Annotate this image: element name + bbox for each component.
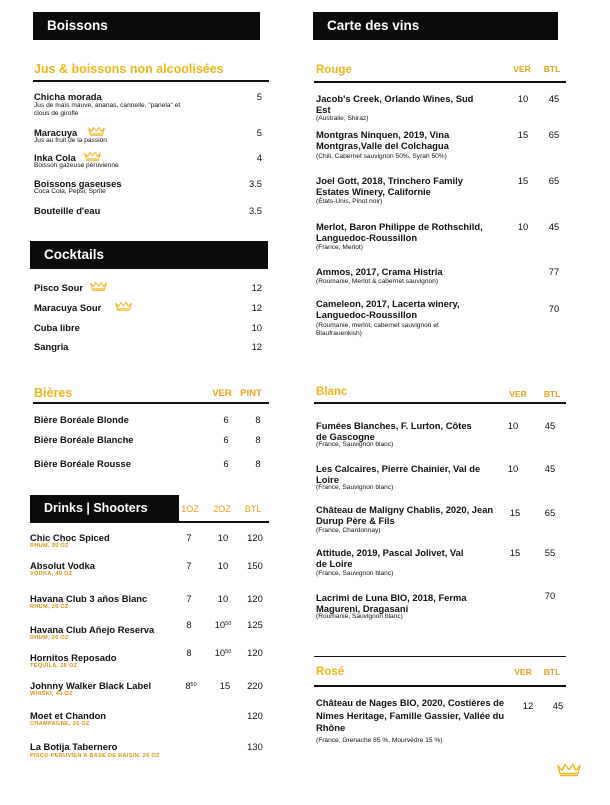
list-item-name: Château de Nages BIO, 2020, Costières de Nîmes Heritage, Famille Gassier, Vallée du Rhône [316, 697, 505, 733]
crown-icon [115, 301, 132, 311]
rouge-col-btl: BTL [543, 64, 561, 74]
table-row-sub: WHISKI, 40 OZ [30, 691, 73, 697]
table-row-1oz-sup: 50 [190, 682, 197, 688]
list-item-desc: Jus de maïs mauve, ananas, cannelle, "panela" et clous de girofle [34, 102, 181, 117]
list-item-name: Inka Cola [34, 152, 76, 163]
list-item-name: Bière Boréale Rousse [34, 458, 131, 469]
list-item-price: 5 [256, 127, 262, 138]
table-row-1oz: 8 [186, 619, 192, 630]
list-item-ver: 6 [223, 458, 229, 469]
list-item-desc: (France, Sauvignon blanc) [316, 441, 394, 448]
list-item-desc: Coca Cola, Pepsi, Sprite [34, 188, 106, 195]
table-row-name: Hornitos Reposado [30, 652, 117, 663]
shooters-rule [30, 521, 269, 523]
rose-rule [314, 685, 566, 687]
crown-icon [84, 151, 101, 161]
list-item-btl: 70 [548, 303, 560, 314]
table-row-2oz: 10 [217, 560, 229, 571]
list-item-pint: 8 [255, 458, 261, 469]
list-item-name: Merlot, Baron Philippe de Rothschild, Languedoc-Roussillon [316, 221, 483, 243]
table-row-sub: RHUM, 26 OZ [30, 604, 69, 610]
boissons-title: Boissons [47, 18, 108, 33]
rouge-rule [314, 81, 566, 83]
list-item-name: Chicha morada [34, 91, 102, 102]
list-item-name: Bière Boréale Blonde [34, 414, 129, 425]
list-item-name: Joel Gott, 2018, Trinchero Family Estates Winery, Californie [316, 175, 463, 197]
list-item-ver: 15 [517, 129, 529, 140]
list-item-name: Cuba libre [34, 322, 80, 333]
bieres-col-pint: PINT [240, 388, 262, 399]
list-item-btl: 65 [544, 507, 556, 518]
rose-col-ver: VER [514, 667, 532, 677]
table-row-btl: 120 [247, 532, 263, 543]
table-row-btl: 120 [247, 710, 263, 721]
list-item-desc: (France, Merlot) [316, 244, 363, 251]
table-row-sub: TEQUILA, 26 OZ [30, 663, 78, 669]
shooters-banner [30, 495, 179, 521]
table-row-2oz-value: 10 [214, 647, 226, 658]
table-row-2oz-sup: 50 [225, 621, 232, 627]
list-item-name: Ammos, 2017, Crama Histria [316, 266, 443, 277]
list-item-name: Sangria [34, 341, 69, 352]
boissons-banner [33, 12, 260, 40]
bieres-rule [33, 402, 269, 404]
list-item-btl: 45 [548, 221, 560, 232]
shooters-col-btl: BTL [244, 504, 262, 514]
table-row-2oz-sup: 50 [225, 649, 232, 655]
list-item-ver: 15 [509, 547, 521, 558]
table-row-2oz: 10 [217, 593, 229, 604]
list-item-price: 3.5 [248, 178, 262, 189]
table-row-name: Havana Club Añejo Reserva [30, 624, 155, 635]
table-row-2oz-value: 10 [214, 619, 226, 630]
list-item-price: 12 [251, 282, 262, 293]
list-item-btl: 45 [552, 700, 564, 711]
list-item-desc: (France, Sauvignon blanc) [316, 484, 394, 491]
list-item-desc: (France, Sauvignon blanc) [316, 570, 394, 577]
list-item-ver: 15 [517, 175, 529, 186]
table-row-sub: RHUM, 26 OZ [30, 635, 69, 641]
list-item-desc: Jus au fruit de la passion [34, 137, 107, 144]
list-item-pint: 8 [255, 434, 261, 445]
table-row-sub: PISCO PERUVIEN A BASE DE RAISIN, 26 OZ [30, 753, 160, 759]
list-item-name: Fumées Blanches, F. Lurton, Côtes de Gascogne [316, 420, 472, 442]
list-item-btl: 55 [544, 547, 556, 558]
list-item-name: Pisco Sour [34, 282, 83, 293]
list-item-ver: 10 [507, 420, 519, 431]
list-item-desc: (Roumanie, Sauvignon blanc) [316, 613, 403, 620]
shooters-col-1oz: 1OZ [181, 504, 199, 514]
list-item-pint: 8 [255, 414, 261, 425]
list-item-name: Attitude, 2019, Pascal Jolivet, Val de Loire [316, 547, 464, 569]
table-row-name: La Botija Tabernero [30, 741, 118, 752]
list-item-price: 5 [256, 91, 262, 102]
table-row-name: Absolut Vodka [30, 560, 95, 571]
table-row-2oz: 15 [219, 680, 231, 691]
cocktails-banner [30, 241, 268, 269]
blanc-heading: Blanc [316, 386, 348, 398]
table-row-2oz [208, 647, 238, 658]
list-item-btl: 45 [548, 93, 560, 104]
list-item-name: Boissons gaseuses [34, 178, 122, 189]
list-item-ver: 10 [517, 93, 529, 104]
table-row-name: Chic Choc Spiced [30, 532, 110, 543]
table-row-btl: 220 [247, 680, 263, 691]
table-row-name: Havana Club 3 años Blanc [30, 593, 148, 604]
table-row-btl: 150 [247, 560, 263, 571]
list-item-desc: (France, Chardonnay) [316, 527, 381, 534]
list-item-btl: 65 [548, 175, 560, 186]
list-item-price: 12 [251, 341, 262, 352]
list-item-name: Montgras Ninquen, 2019, Vina Montgras,Valle del Colchagua [316, 129, 450, 151]
list-item-ver: 6 [223, 414, 229, 425]
table-row-btl: 130 [247, 741, 263, 752]
rose-heading: Rosé [316, 666, 345, 678]
list-item-ver: 10 [507, 463, 519, 474]
list-item-btl: 45 [544, 463, 556, 474]
list-item-desc: (France, Grenache 85 %, Mourvèdre 15 %) [316, 737, 443, 744]
table-row-btl: 120 [247, 647, 263, 658]
list-item-ver: 15 [509, 507, 521, 518]
list-item-desc: (Roumanie, merlot, cabernet sauvignon et Blaufrauenkish) [316, 322, 439, 337]
table-row-sub: RHUM, 35 OZ [30, 543, 69, 549]
crown-icon [88, 126, 105, 136]
list-item-name: Château de Maligny Chablis, 2020, Jean Durup Père & Fils [316, 504, 494, 526]
list-item-desc: (États-Unis, Pinot noir) [316, 198, 383, 205]
shooters-col-2oz: 2OZ [213, 504, 231, 514]
list-item-name: Jacob's Creek, Orlando Wines, Sud Est [316, 93, 474, 115]
blanc-col-ver: VER [509, 389, 527, 399]
table-row-1oz: 7 [186, 532, 192, 543]
list-item-price: 3.5 [248, 205, 262, 216]
rose-col-btl: BTL [543, 667, 561, 677]
list-item-price: 4 [256, 152, 262, 163]
list-item-price: 12 [251, 302, 262, 313]
shooters-title: Drinks | Shooters [44, 501, 148, 515]
bieres-heading: Bières [34, 386, 73, 400]
list-item-name: Les Calcaires, Pierre Chainier, Val de Loire [316, 463, 481, 485]
blanc-rule [314, 402, 566, 404]
table-row-2oz: 10 [217, 532, 229, 543]
list-item-desc: (Roumanie, Merlot & cabernet sauvignon) [316, 278, 439, 285]
vins-title: Carte des vins [327, 18, 420, 33]
table-row-name: Moet et Chandon [30, 710, 107, 721]
crown-logo-icon [557, 762, 581, 777]
table-row-2oz [208, 619, 238, 630]
list-item-name: Maracuya [34, 127, 78, 138]
table-row-name: Johnny Walker Black Label [30, 680, 152, 691]
list-item-ver: 6 [223, 434, 229, 445]
list-item-name: Cameleon, 2017, Lacerta winery, Languedoc-Roussillon [316, 298, 460, 320]
list-item-desc: (Chili, Cabernet sauvignon 50%, Syrah 50%) [316, 153, 447, 160]
list-item-btl: 65 [548, 129, 560, 140]
list-item-ver: 12 [522, 700, 534, 711]
list-item-desc: (Australie, Shiraz) [316, 115, 369, 122]
table-row-btl: 120 [247, 593, 263, 604]
table-row-1oz: 7 [186, 593, 192, 604]
list-item-ver: 10 [517, 221, 529, 232]
table-row-1oz [176, 680, 206, 691]
list-item-btl: 70 [544, 590, 556, 601]
blanc-col-btl: BTL [543, 389, 561, 399]
rouge-col-ver: VER [513, 64, 531, 74]
list-item-name: Bouteille d'eau [34, 205, 101, 216]
table-row-1oz: 8 [186, 647, 192, 658]
table-row-1oz-value: 8 [185, 680, 191, 691]
list-item-btl: 77 [548, 266, 560, 277]
rouge-heading: Rouge [316, 64, 352, 76]
cocktails-title: Cocktails [44, 247, 105, 262]
list-item-btl: 45 [544, 420, 556, 431]
list-item-name: Maracuya Sour [34, 302, 102, 313]
list-item-desc: Boisson gazeuse péruvienne [34, 162, 119, 169]
list-item-name: Bière Boréale Blanche [34, 434, 134, 445]
table-row-sub: VODKA, 40 OZ [30, 571, 73, 577]
sans-alcool-rule [33, 80, 269, 82]
table-row-1oz: 7 [186, 560, 192, 571]
table-row-sub: CHAMPAGNE, 26 OZ [30, 721, 90, 727]
vins-banner [313, 12, 558, 40]
bieres-col-ver: VER [212, 388, 232, 399]
list-item-price: 10 [251, 322, 262, 333]
table-row-btl: 125 [247, 619, 263, 630]
rose-top-rule [314, 656, 566, 657]
sans-alcool-heading: Jus & boissons non alcoolisées [34, 62, 224, 76]
crown-icon [90, 281, 107, 291]
list-item-name: Lacrimi de Luna BIO, 2018, Ferma Magureni, Dragasani [316, 592, 467, 614]
